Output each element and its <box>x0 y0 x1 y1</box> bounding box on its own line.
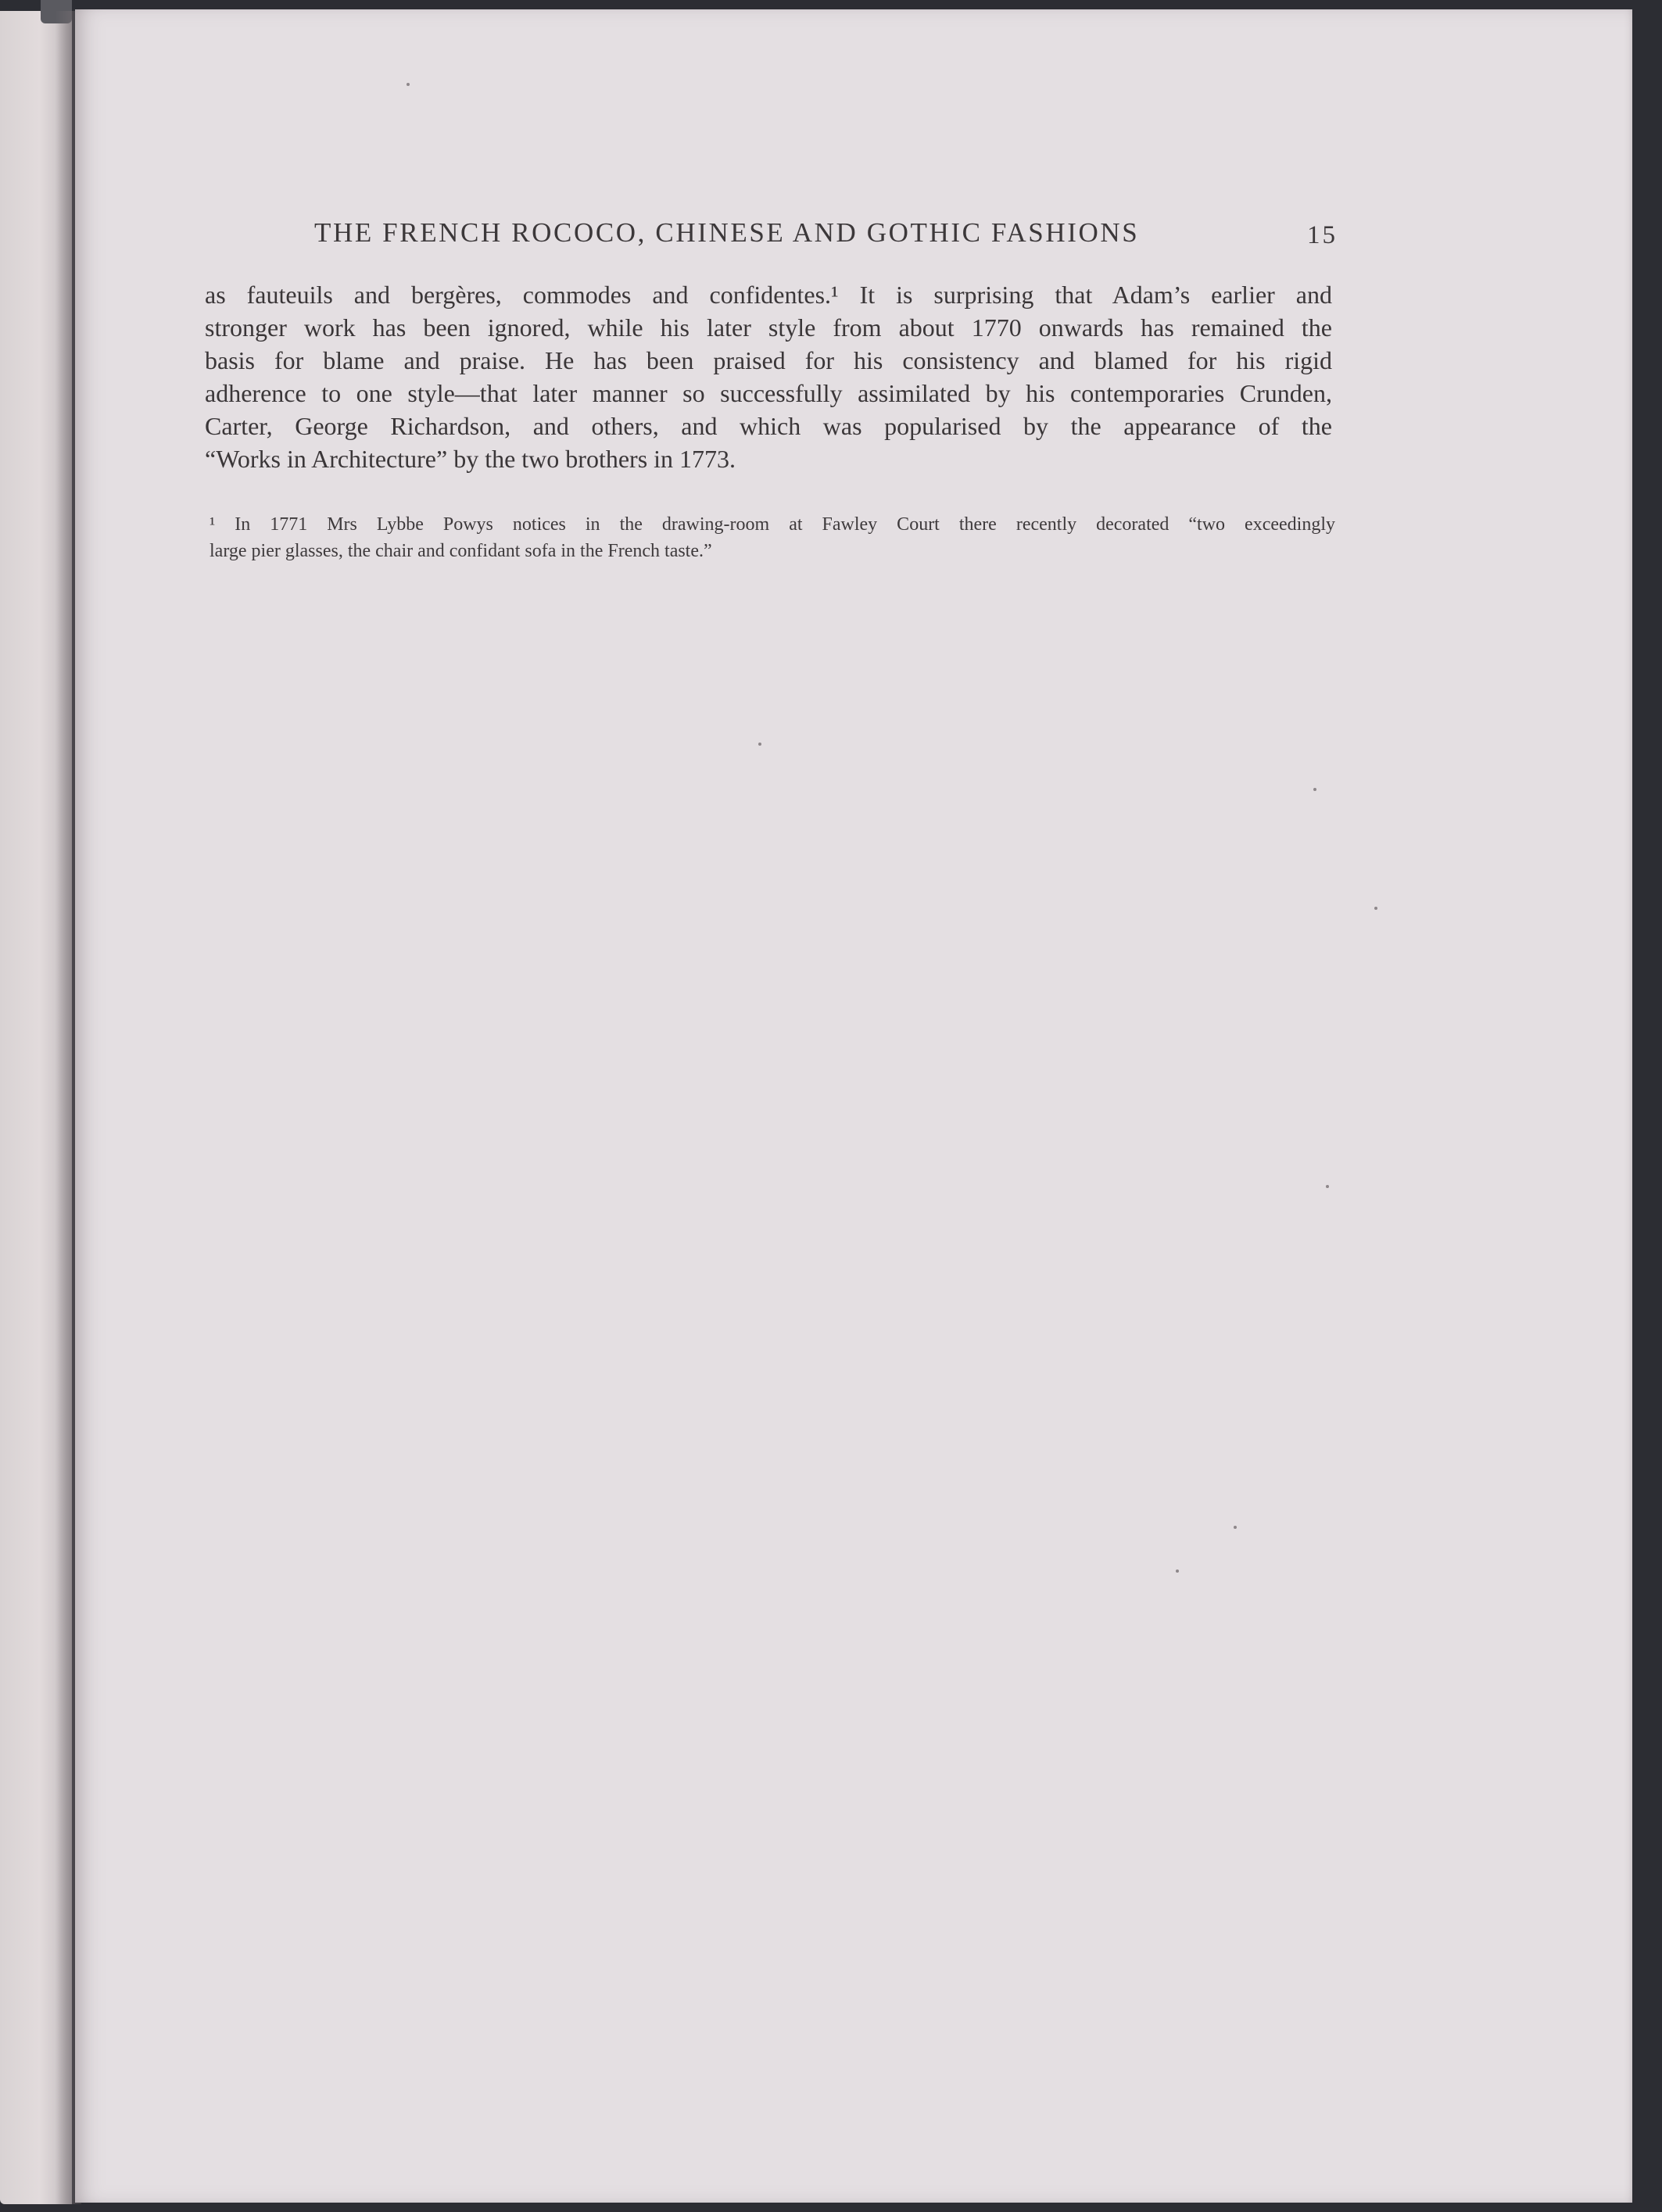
body-line: “Works in Architecture” by the two brothers in 1773. <box>205 445 736 473</box>
paper-speck <box>1313 788 1316 791</box>
body-line: basis for blame and praise. He has been praised for his consistency and blamed for his rigid <box>205 346 1332 374</box>
paper-speck <box>1326 1185 1329 1188</box>
body-line: as fauteuils and bergères, commodes and confidentes.¹ It is surprising that Adam’s earlier and <box>205 281 1332 309</box>
paper-speck <box>1374 907 1377 910</box>
body-line: adherence to one style—that later manner so successfully assimilated by his contemporaries Crunden, <box>205 379 1332 407</box>
running-title: THE FRENCH ROCOCO, CHINESE AND GOTHIC FASHIONS <box>314 217 1140 248</box>
paper-speck <box>1234 1526 1237 1529</box>
body-line: stronger work has been ignored, while his later style from about 1770 onwards has remained the <box>205 313 1332 342</box>
footnote-line: large pier glasses, the chair and confidant sofa in the French taste.” <box>210 541 712 561</box>
paper-speck <box>758 743 761 746</box>
footnote <box>210 511 1335 564</box>
footnote-line: ¹ In 1771 Mrs Lybbe Powys notices in the drawing-room at Fawley Court there recently decorated “two exceedingly <box>210 514 1335 535</box>
page-number: 15 <box>1307 221 1338 249</box>
paper-speck <box>407 83 410 86</box>
body-line: Carter, George Richardson, and others, and which was popularised by the appearance of the <box>205 412 1332 440</box>
body-paragraph <box>205 278 1332 475</box>
paper-speck <box>1176 1570 1179 1573</box>
